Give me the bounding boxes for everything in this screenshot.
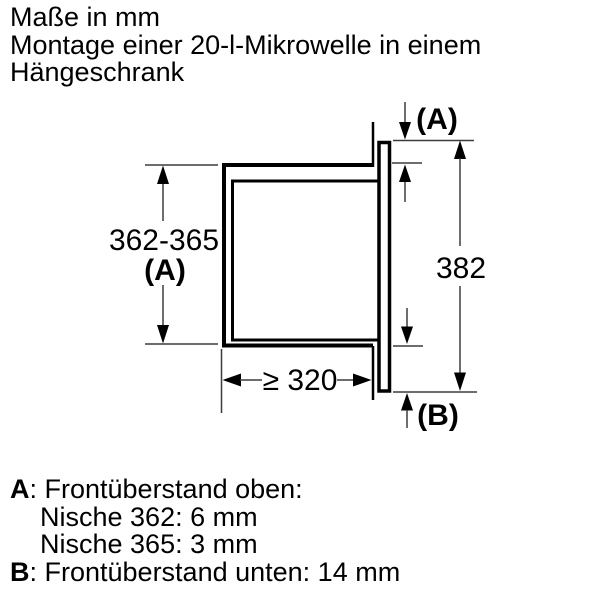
- niche-height-value: 362-365: [108, 224, 220, 257]
- arrow-left-icon: [223, 374, 242, 387]
- arrow-up-icon: [401, 393, 413, 411]
- legend-text: : Frontüberstand oben:: [29, 474, 303, 504]
- title-line-3: Hängeschrank: [10, 57, 185, 87]
- legend-block: [10, 476, 400, 587]
- arrow-right-icon: [353, 374, 372, 387]
- legend-key-a: A: [10, 474, 30, 504]
- niche-height-key: (A): [144, 254, 186, 287]
- legend-line-overhang-bottom: [10, 559, 400, 587]
- legend-line-nische-365: [10, 531, 400, 559]
- dimension-niche-height: [109, 165, 219, 344]
- dimension-min-depth: [222, 349, 372, 413]
- arrow-down-icon: [454, 373, 466, 392]
- title-line-2: Montage einer 20-l-Mikrowelle in einem: [10, 29, 482, 60]
- arrow-down-icon: [157, 325, 169, 344]
- front-height-value: 382: [435, 252, 487, 285]
- dimension-overhang-bottom: [393, 308, 477, 432]
- units-note: Maße in mm: [10, 2, 161, 32]
- arrow-up-icon: [399, 165, 411, 183]
- legend-line-overhang-top: [10, 476, 400, 504]
- overhang-bottom-key: (B): [417, 399, 459, 432]
- cabinet-outline: [222, 163, 378, 348]
- microwave-front-panel: [379, 143, 390, 392]
- legend-line-nische-362: [10, 501, 400, 532]
- arrow-up-icon: [454, 141, 466, 160]
- arrow-down-icon: [399, 122, 411, 140]
- dimension-front-height: [436, 141, 486, 392]
- legend-text: Nische 365: 3 mm: [40, 529, 258, 560]
- overhang-top-key: (A): [416, 103, 458, 136]
- arrow-down-icon: [401, 327, 413, 345]
- legend-text: Nische 362: 6 mm: [40, 501, 258, 532]
- legend-key-b: B: [10, 557, 30, 588]
- arrow-up-icon: [157, 166, 169, 185]
- legend-text: : Frontüberstand unten: 14 mm: [29, 557, 401, 588]
- min-depth-value: ≥ 320: [262, 364, 338, 397]
